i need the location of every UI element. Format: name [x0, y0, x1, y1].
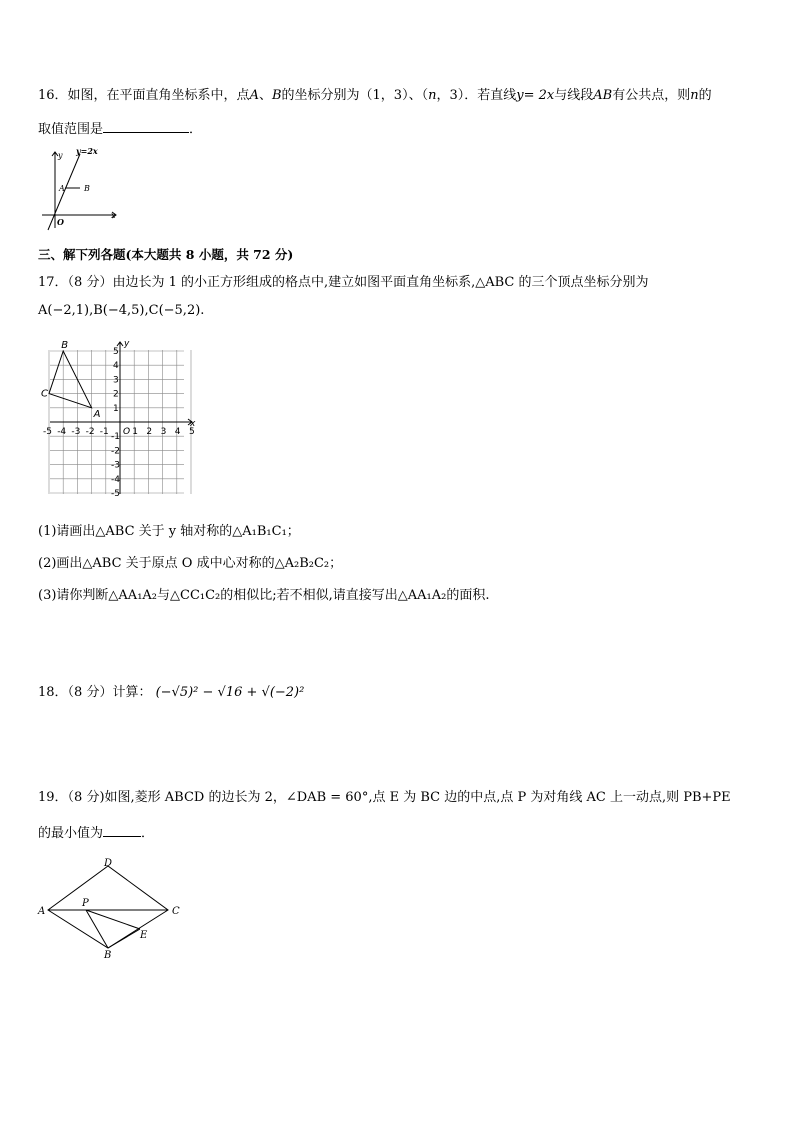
- q17-line1: 17．（8 分）由边长为 1 的小正方形组成的格点中,建立如图平面直角坐标系,△ABC 的三个顶点坐标分别为: [38, 275, 649, 290]
- y-axis-label: y: [58, 151, 63, 160]
- y-tick-label: 4: [113, 361, 119, 372]
- point-p-label: P: [82, 898, 89, 909]
- y-tick-label: 5: [113, 347, 119, 357]
- y-tick-label: -3: [111, 460, 120, 471]
- x-tick-label: -4: [57, 427, 67, 437]
- answer-blank[interactable]: [103, 132, 189, 133]
- q19-line2: 的最小值为 ．: [38, 826, 155, 841]
- q18-label: 18．（8 分）计算：: [38, 685, 152, 700]
- y-tick-label: -2: [111, 446, 120, 457]
- q17-sub1: (1)请画出△ABC 关于 y 轴对称的△A₁B₁C₁；: [38, 524, 300, 539]
- q17-sub2: (2)画出△ABC 关于原点 O 成中心对称的△A₂B₂C₂；: [38, 556, 343, 571]
- vertex-a-label: A: [93, 408, 101, 420]
- q18-line: [38, 681, 304, 700]
- x-tick-label: 2: [146, 427, 153, 437]
- x-tick-label: 1: [132, 427, 138, 437]
- x-tick-label: 3: [160, 427, 167, 437]
- section-heading: 三、解下列各题(本大题共 8 小题，共 72 分): [38, 247, 294, 262]
- q19-rhombus-figure: [36, 852, 188, 960]
- x-axis-label: x: [190, 419, 196, 429]
- y-tick-label: -1: [111, 432, 120, 443]
- vertex-b-label: B: [61, 340, 69, 351]
- q16-line1: 16．如图，在平面直角坐标系中，点A、B的坐标分别为（1，3）、（n，3）．若直线y= 2x与线段AB有公共点，则n的: [38, 88, 712, 103]
- y-tick-label: 3: [113, 375, 119, 386]
- q16-line2: 取值范围是 ．: [38, 122, 203, 137]
- y-tick-label: 2: [113, 389, 119, 400]
- x-tick-label: 5: [189, 427, 195, 437]
- x-tick-label: -1: [99, 427, 109, 437]
- origin-label: O: [57, 217, 64, 227]
- vertex-c-label: C: [41, 388, 48, 400]
- y-axis-label: y: [124, 339, 130, 349]
- x-tick-label: 4: [174, 427, 181, 437]
- vertex-d-label: D: [104, 858, 113, 869]
- y-tick-label: -5: [111, 489, 120, 499]
- line-label: y=2x: [76, 146, 98, 156]
- point-b-label: B: [84, 184, 90, 193]
- q19-line1: 19．（8 分)如图,菱形 ABCD 的边长为 2，∠DAB = 60°,点 E 为 BC 边的中点,点 P 为对角线 AC 上一动点,则 PB+PE: [38, 790, 731, 805]
- q16-number: 16．: [38, 88, 68, 103]
- vertex-a-label: A: [38, 906, 46, 917]
- vertex-b-label: B: [104, 950, 112, 960]
- point-e-label: E: [140, 930, 148, 941]
- answer-blank[interactable]: [103, 836, 141, 837]
- q16-figure: [38, 144, 122, 232]
- x-tick-label: -5: [43, 427, 52, 437]
- x-tick-label: -3: [71, 427, 81, 437]
- x-axis-label: x: [111, 211, 116, 220]
- vertex-c-label: C: [172, 906, 180, 917]
- y-tick-label: 1: [113, 403, 119, 414]
- x-tick-label: -2: [85, 427, 95, 437]
- q17-grid-figure: [38, 336, 198, 500]
- point-a-label: A: [59, 184, 65, 193]
- q17-sub3: (3)请你判断△AA₁A₂与△CC₁C₂的相似比;若不相似,请直接写出△AA₁A₂的面积.: [38, 588, 490, 603]
- q18-expression: (−√5)² − √16 + √(−2)²: [155, 685, 305, 700]
- q17-line2: A(−2,1),B(−4,5),C(−5,2).: [38, 303, 205, 318]
- origin-label: O: [123, 427, 131, 437]
- y-tick-label: -4: [111, 474, 120, 485]
